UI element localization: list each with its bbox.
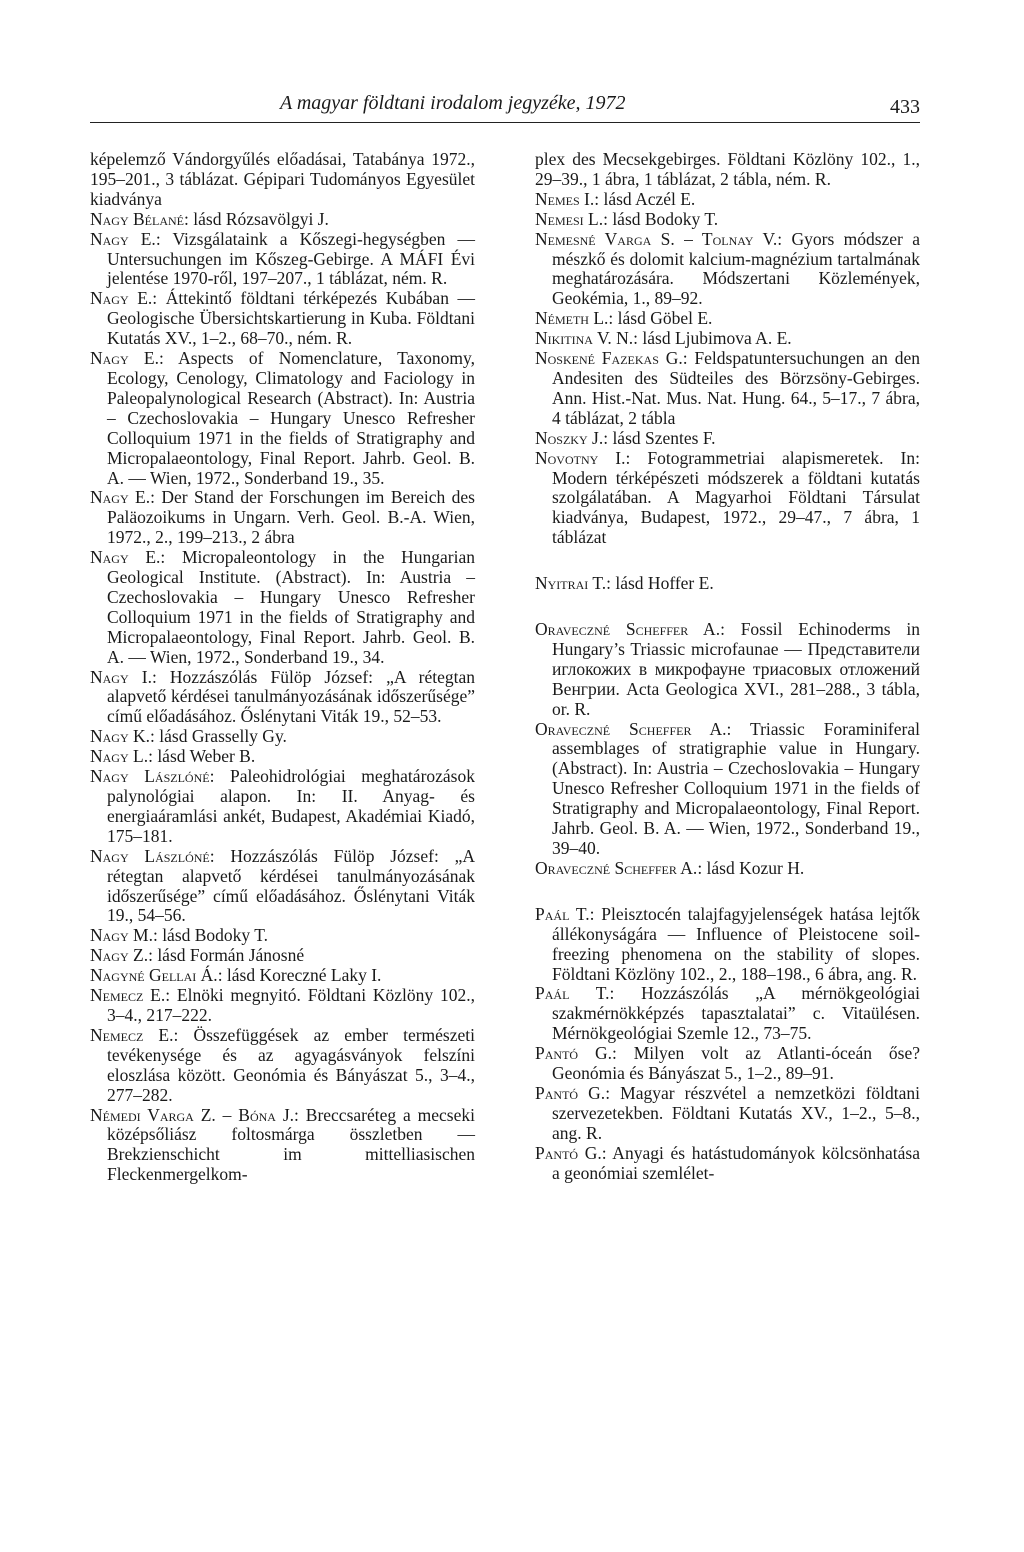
entry-text: : Fossil Echinoderms in Hungary’s Triassic microfaunae — Представители иглокожих в микрофауне триасовых отложений Венгрии. Acta Geologica XVI., 281–288., 3 tábla, or. R. [552, 619, 920, 719]
entry-author: Nagy Z. [90, 945, 149, 966]
entry-author: Pantó G. [535, 1082, 606, 1103]
entry-text: : Anyagi és hatástudományok kölcsönhatása a geonómiai szemlélet- [552, 1142, 921, 1183]
left-column [90, 150, 475, 1185]
entry-author: Némedi Varga Z. – Bóna J. [90, 1104, 295, 1125]
bibliography-entry [90, 488, 475, 548]
page-number: 433 [890, 96, 920, 118]
entry-author: Nagy E. [90, 487, 151, 508]
bibliography-entry [90, 230, 475, 290]
entry-author: Nagy Bélané [90, 208, 185, 229]
entry-author: Oraveczné Scheffer A. [535, 619, 721, 640]
bibliography-entry [90, 668, 475, 728]
entry-author: Noszky J. [535, 427, 604, 448]
bibliography-entry [535, 309, 920, 329]
entry-author: Nagy Lászlóné [90, 766, 210, 787]
entry-author: Nikitina V. N. [535, 328, 634, 349]
entry-author: Nagyné Gellai Á. [90, 965, 218, 986]
entry-author: Oraveczné Scheffer A. [535, 857, 698, 878]
entry-text: : lásd Hoffer E. [606, 573, 714, 594]
bibliography-entry [535, 620, 920, 720]
entry-text: : lásd Koreczné Laky I. [217, 965, 382, 986]
bibliography-entry [90, 767, 475, 847]
entry-text: : Paleohidrológiai meghatározások palynológiai alapon. In: II. Anyag- és energiaáramlási ankét, Budapest, Akadémiai Kiadó, 175–181. [107, 766, 475, 846]
entry-text: : Hozzászólás Fülöp József: „A rétegtan alapvető kérdései tanulmányozásának időszerűsége” című előadásához. Őslénytani Viták 19., 54–56. [107, 845, 475, 926]
bibliography-entry [535, 859, 920, 879]
entry-author: Nagy L. [90, 746, 149, 767]
right-column [535, 150, 920, 1184]
entry-author: Nemecz E. [90, 1024, 174, 1045]
running-title: A magyar földtani irodalom jegyzéke, 1972 [280, 92, 626, 114]
entry-author: Nagy E. [90, 228, 156, 249]
entry-text: képelemző Vándorgyűlés előadásai, Tatabánya 1972., 195–201., 3 táblázat. Gépipari Tudományos Egyesület kiadványa [90, 149, 475, 209]
entry-text: : lásd Weber B. [148, 746, 256, 767]
entry-author: Nemesi L. [535, 208, 604, 229]
bibliography-entry [535, 905, 920, 985]
entry-author: Nagy K. [90, 726, 151, 747]
entry-text: : lásd Grasselly Gy. [150, 726, 287, 747]
entry-text: : lásd Bodoky T. [152, 925, 269, 946]
entry-text: : Gyors módszer a mészkő és dolomit kalcium-magnézium tartalmának meghatározására. Módszertani Közlemények, Geokémia, 1., 89–92. [552, 228, 920, 309]
entry-author: Nemesné Varga S. – Tolnay V. [535, 228, 778, 249]
bibliography-entry [535, 720, 920, 859]
entry-text: : Fotogrammetriai alapismeretek. In: Modern térképészeti módszerek a földtani kutatás szolgálatában. A Magyarhoi Földtani Társulat kiadványa, Budapest, 1972., 29–47., 7 ábra, 1 táblázat [552, 447, 920, 548]
entry-text: : lásd Kozur H. [697, 857, 805, 878]
bibliography-entry [535, 150, 920, 190]
bibliography-entry [535, 574, 920, 594]
bibliography-entry [535, 230, 920, 310]
entry-text: : Micropaleontology in the Hungarian Geological Institute. (Abstract). In: Austria – Czechoslovakia – Hungary Unesco Refresher Colloquium 1971 in the fields of Stratigraphy and Micropalaeontology, Final Report. Jahrb. Geol. B. A. — Wien, 1972., Sonderband 19., 34. [107, 547, 475, 667]
bibliography-entry [90, 1026, 475, 1106]
entry-text: : Áttekintő földtani térképezés Kubában — Geologische Übersichtskartierung in Kuba. Földtani Kutatás XV., 1–2., 68–70., ném. R. [107, 288, 476, 349]
entry-text: : lásd Göbel E. [608, 308, 713, 329]
entry-text: : Összefüggések az ember természeti tevékenysége és az agyagásványok felszíni eloszlása között. Geonómia és Bányászat 5., 3–4., 277–282. [107, 1024, 475, 1105]
entry-author: Nagy E. [90, 348, 159, 369]
entry-author: Nagy M. [90, 925, 153, 946]
bibliography-entry [90, 150, 475, 210]
bibliography-entry [90, 847, 475, 927]
entry-author: Paál T. [535, 983, 610, 1004]
bibliography-entry [90, 289, 475, 349]
bibliography-entry [535, 349, 920, 429]
entry-author: Pantó G. [535, 1043, 612, 1064]
entry-text: : Der Stand der Forschungen im Bereich des Paläozoikums in Ungarn. Verh. Geol. B.-A. Wien, 1972., 2., 199–213., 2 ábra [107, 487, 475, 548]
bibliography-entry [535, 329, 920, 349]
bibliography-entry [90, 548, 475, 667]
entry-author: Nagy E. [90, 288, 153, 309]
bibliography-entry [90, 926, 475, 946]
entry-text: : Pleisztocén talajfagyjelenségek hatása lejtők állékonyságára — Influence of Pleistocene soil-freezing phenomena on the stability of slopes. Földtani Közlöny 102., 2., 188–198., 6 ábra, ang. R. [552, 903, 920, 984]
bibliography-entry [535, 1044, 920, 1084]
bibliography-entry [90, 986, 475, 1026]
entry-author: Nagy E. [90, 547, 161, 568]
entry-author: Oraveczné Scheffer A. [535, 718, 727, 739]
bibliography-entry [535, 190, 920, 210]
entry-text: : Elnöki megnyitó. Földtani Közlöny 102., 3–4., 217–222. [107, 985, 475, 1025]
bibliography-entry [90, 747, 475, 767]
entry-author: Noskené Fazekas G. [535, 348, 683, 369]
entry-author: Pantó G. [535, 1142, 602, 1163]
entry-author: Nemecz E. [90, 985, 166, 1006]
bibliography-entry [90, 349, 475, 488]
entry-text: : Milyen volt az Atlanti-óceán őse? Geonómia és Bányászat 5., 1–2., 89–91. [552, 1043, 920, 1084]
bibliography-entry [535, 1144, 920, 1184]
entry-text: : lásd Ljubimova A. E. [633, 328, 792, 349]
bibliography-entry [535, 984, 920, 1044]
entry-text: plex des Mecsekgebirges. Földtani Közlöny 102., 1., 29–39., 1 ábra, 1 táblázat, 2 tábla, ném. R. [535, 149, 920, 189]
entry-text: : lásd Formán Jánosné [148, 945, 305, 966]
entry-text: : Triassic Foraminiferal assemblages of stratigraphie value in Hungary. (Abstract). In: Austria – Czechoslovakia – Hungary Unesco Refresher Colloquium 1971 in the fields of Stratigraphy and Micropalaeontology, Final Report. Jahrb. Geol. B. A. — Wien, 1972., Sonderband 19., 39–40. [552, 718, 920, 858]
entry-author: Paál T. [535, 903, 590, 924]
entry-author: Nagy I. [90, 666, 152, 687]
entry-text: : Vizsgálataink a Kőszegi-hegységben — Untersuchungen im Kőszeg-Gebirge. A MÁFI Évi jelentése 1970-ről, 197–207., 1 táblázat, ném. R. [107, 228, 476, 289]
entry-text: : Magyar részvétel a nemzetközi földtani szervezetekben. Földtani Kutatás XV., 1–2., 5–8., ang. R. [552, 1082, 921, 1143]
entry-author: Nyitrai T. [535, 573, 607, 594]
entry-text: : Hozzászólás „A mérnökgeológiai szakmérnökképzés tapasztalatai” c. Vitaülésen. Mérnökgeológiai Szemle 12., 73–75. [552, 983, 920, 1044]
entry-author: Novotny I. [535, 447, 626, 468]
entry-author: Nemes I. [535, 188, 595, 209]
bibliography-entry [90, 210, 475, 230]
header-rule [90, 122, 920, 123]
entry-text: : lásd Bodoky T. [603, 208, 719, 229]
bibliography-entry [535, 429, 920, 449]
entry-text: : Aspects of Nomenclature, Taxonomy, Ecology, Cenology, Climatology and Faciology in Paleopalynological Research (Abstract). In: Austria – Czechoslovakia – Hungary Unesco Refresher Colloquium 1971 in the fields of Stratigraphy and Micropalaeontology, Final Report. Jahrb. Geol. B. A. — Wien, 1972., Sonderband 19., 35. [107, 348, 475, 488]
bibliography-entry [535, 449, 920, 549]
bibliography-entry [90, 946, 475, 966]
entry-text: : lásd Rózsavölgyi J. [184, 208, 329, 229]
entry-author: Németh L. [535, 308, 609, 329]
entry-text: : Breccsaréteg a mecseki középsőliász foltosmárga összletben — Brekzienschicht im mittelliasischen Fleckenmergelkom- [107, 1104, 475, 1185]
entry-text: : lásd Aczél E. [594, 188, 696, 209]
bibliography-entry [90, 1106, 475, 1186]
entry-text: : Hozzászólás Fülöp József: „A rétegtan alapvető kérdései tanulmányozásának időszerűsége” című előadásához. Őslénytani Viták 19., 52–53. [107, 666, 476, 727]
entry-text: : Feldspatuntersuchungen an den Andesiten des Südteiles des Börzsöny-Gebirges. Ann. Hist.-Nat. Mus. Nat. Hung. 64., 5–17., 7 ábra, 4 táblázat, 2 tábla [552, 348, 920, 428]
entry-author: Nagy Lászlóné [90, 845, 210, 866]
bibliography-entry [535, 210, 920, 230]
bibliography-entry [90, 966, 475, 986]
entry-text: : lásd Szentes F. [603, 427, 716, 448]
bibliography-entry [535, 1084, 920, 1144]
running-header [90, 84, 920, 124]
bibliography-entry [90, 727, 475, 747]
